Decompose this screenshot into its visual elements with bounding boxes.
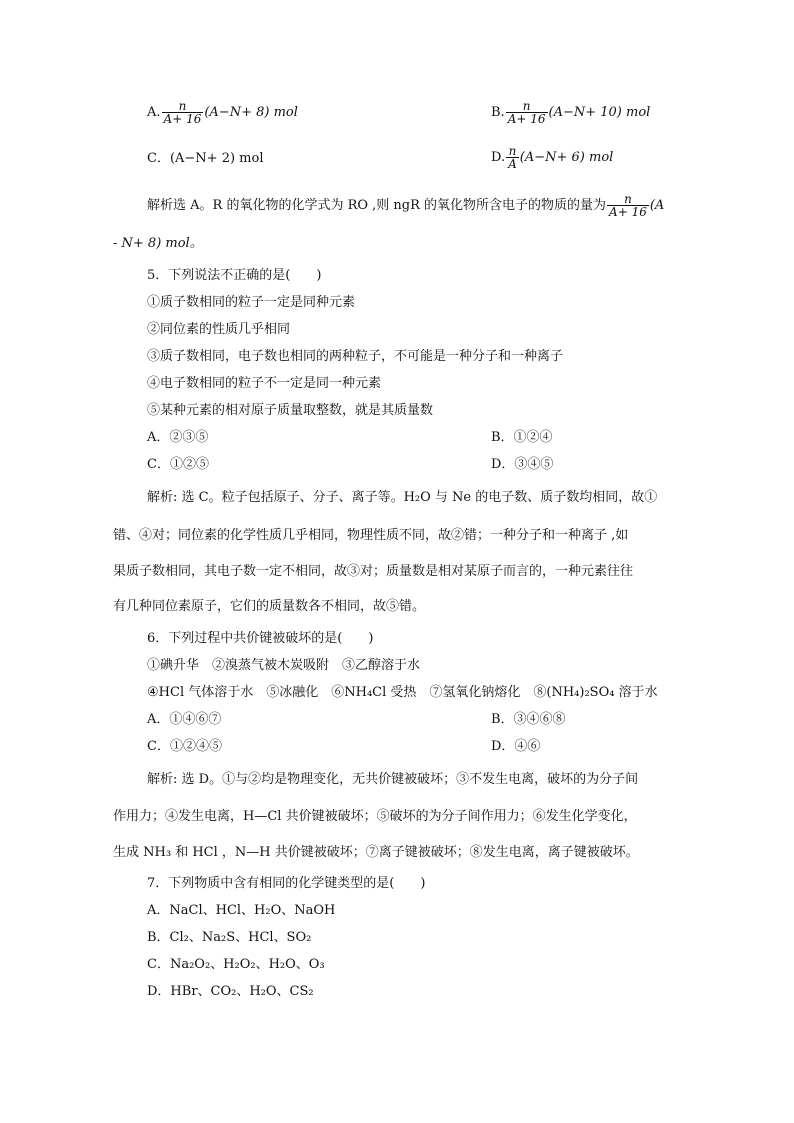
q6-option-b: B．③④⑥⑧ — [491, 712, 566, 727]
q6-analysis-line-3: 生成 NH₃ 和 HCl ，N—H 共价键被破坏；⑦离子键被破坏；⑧发生电离，离子键被破坏。 — [113, 845, 639, 860]
analysis-text: 解析选 A。R 的氧化物的化学式为 RO ,则 ngR 的氧化物所含电子的物质的量为 — [147, 198, 607, 213]
fraction-numerator: n — [506, 100, 548, 113]
q4-analysis-line-2: - N+ 8) mol。 — [113, 236, 203, 251]
q5-statement-2: ②同位素的性质几乎相同 — [147, 322, 291, 337]
q5-analysis-line-4: 有几种同位素原子，它们的质量数各不相同，故⑤错。 — [113, 599, 426, 614]
fraction-numerator: n — [607, 193, 649, 206]
q6-option-c: C．①②④⑤ — [147, 739, 222, 754]
q6-items-line-1: ①碘升华 ②溴蒸气被木炭吸附 ③乙醇溶于水 — [147, 658, 421, 673]
option-label: A. — [147, 105, 161, 120]
q5-statement-3: ③质子数相同，电子数也相同的两种粒子，不可能是一种分子和一种离子 — [147, 349, 564, 364]
q4-option-c: C．(A−N+ 2) mol — [147, 151, 264, 166]
fraction — [506, 145, 519, 170]
q4-analysis-line-1 — [147, 193, 664, 218]
option-label: B. — [491, 105, 505, 120]
option-label: D. — [491, 150, 506, 165]
option-text: (A−N+ 10) mol — [548, 105, 651, 120]
q5-analysis-line-1: 解析: 选 C。粒子包括原子、分子、离子等。H₂O 与 Ne 的电子数、质子数均相同，故① — [147, 490, 658, 505]
q6-option-d: D．④⑥ — [491, 739, 541, 754]
q6-analysis-line-1: 解析: 选 D。①与②均是物理变化，无共价键被破坏；③不发生电离，破坏的为分子间 — [147, 772, 639, 787]
q5-option-a: A．②③⑤ — [147, 430, 209, 445]
q5-stem: 5．下列说法不正确的是( ) — [147, 268, 322, 283]
q5-analysis-line-3: 果质子数相同，其电子数一定不相同，故③对；质量数是相对某原子而言的，一种元素往往 — [113, 564, 634, 579]
option-text: (A−N+ 6) mol — [519, 150, 614, 165]
q5-option-c: C．①②⑤ — [147, 457, 209, 472]
fraction — [162, 100, 204, 125]
fraction-numerator: n — [162, 100, 204, 113]
q7-option-a: A．NaCl、HCl、H₂O、NaOH — [147, 903, 336, 918]
fraction-denominator: A+ 16 — [507, 112, 546, 126]
q5-analysis-line-2: 错、④对；同位素的化学性质几乎相同，物理性质不同，故②错；一种分子和一种离子 ,如 — [113, 528, 629, 543]
q6-stem: 6．下列过程中共价键被破坏的是( ) — [147, 631, 374, 646]
analysis-text: (A — [649, 198, 665, 213]
q6-items-line-2: ④HCl 气体溶于水 ⑤冰融化 ⑥NH₄Cl 受热 ⑦氢氧化钠熔化 ⑧(NH₄)₂SO₄ 溶于水 — [147, 685, 658, 700]
q4-option-d — [491, 145, 613, 170]
fraction — [607, 193, 649, 218]
fraction-denominator: A — [508, 157, 517, 171]
fraction-numerator: n — [506, 145, 519, 158]
fraction — [506, 100, 548, 125]
q6-option-a: A．①④⑥⑦ — [147, 712, 222, 727]
q7-option-d: D．HBr、CO₂、H₂O、CS₂ — [147, 984, 314, 999]
q5-statement-5: ⑤某种元素的相对原子质量取整数，就是其质量数 — [147, 403, 434, 418]
q7-stem: 7．下列物质中含有相同的化学键类型的是( ) — [147, 876, 426, 891]
fraction-denominator: A+ 16 — [163, 112, 202, 126]
q5-statement-4: ④电子数相同的粒子不一定是同一种元素 — [147, 376, 382, 391]
q7-option-b: B．Cl₂、Na₂S、HCl、SO₂ — [147, 930, 312, 945]
option-text: (A−N+ 8) mol — [204, 105, 298, 120]
q7-option-c: C．Na₂O₂、H₂O₂、H₂O、O₃ — [147, 957, 325, 972]
q6-analysis-line-2: 作用力；④发生电离，H—Cl 共价键被破坏；⑤破坏的为分子间作用力；⑥发生化学变化， — [113, 809, 637, 824]
q5-option-b: B．①②④ — [491, 430, 553, 445]
q4-option-a — [147, 100, 298, 125]
q5-option-d: D．③④⑤ — [491, 457, 554, 472]
q4-option-b — [491, 100, 650, 125]
q5-statement-1: ①质子数相同的粒子一定是同种元素 — [147, 295, 356, 310]
fraction-denominator: A+ 16 — [609, 205, 647, 219]
